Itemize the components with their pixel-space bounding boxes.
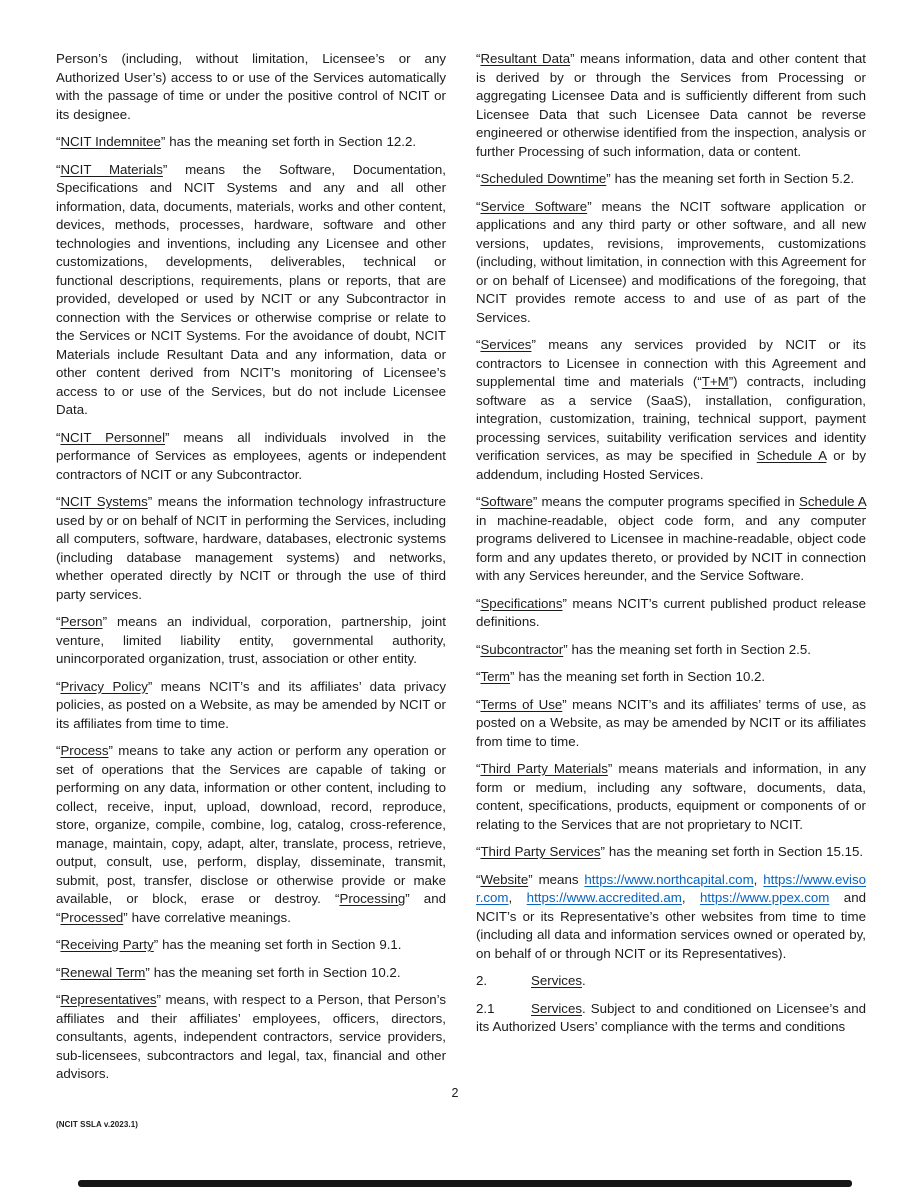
- text-run: ,: [681, 890, 701, 905]
- text-run: “: [476, 595, 481, 611]
- text-run: . Subject to and conditioned on Licensee’s and its Authorized Users’ compliance with the terms and conditions: [476, 1000, 866, 1034]
- def-third-party-materials: [476, 760, 866, 834]
- def-renewal-term: [56, 964, 446, 983]
- defined-term: Third Party Services: [480, 844, 601, 859]
- text-run: “: [476, 51, 481, 66]
- defined-term: NCIT Personnel: [60, 429, 166, 445]
- defined-term: Services: [531, 973, 582, 988]
- text-run: “: [56, 494, 61, 509]
- defined-term: Representatives: [60, 992, 157, 1007]
- text-run: “: [56, 743, 61, 758]
- text-run: ” has the meaning set forth in Section 9.1.: [153, 937, 402, 952]
- def-website: [476, 871, 866, 964]
- text-run: “: [56, 429, 61, 445]
- text-run: ” has the meaning set forth in Section 2.5.: [563, 641, 811, 657]
- text-run: ” means materials and information, in any form or medium, including any software, documents, data, content, specifications, products, equipment or components of or relating to the Services that are not proprietary to NCIT.: [476, 761, 867, 832]
- defined-term: Privacy Policy: [60, 678, 148, 694]
- section-number: 2.: [476, 973, 488, 988]
- hyperlink[interactable]: https://www.evisor.com: [476, 871, 866, 905]
- text-run: ” has the meaning set forth in Section 10.2.: [145, 964, 401, 980]
- text-run: ” has the meaning set forth in Section 5.2.: [606, 171, 855, 186]
- page-number: 2: [451, 1086, 459, 1100]
- text-run: ” means the computer programs specified in: [532, 494, 800, 509]
- text-run: “: [476, 337, 481, 352]
- defined-term: T+M: [701, 374, 729, 389]
- text-run: or by addendum, including Hosted Services.: [476, 448, 866, 482]
- text-run: “: [56, 992, 61, 1007]
- text-run: “: [56, 134, 61, 149]
- text-run: “: [476, 669, 481, 684]
- text-run: ” means the NCIT software application or applications and any third party or other software, and all new versions, updates, revisions, improvements, customizations (including, without limitation, in connection with this Agreement for or on behalf of Licensee) and modifications of the foregoing, that NCIT provides remote access to and use of as part of the Services.: [476, 198, 866, 325]
- left-column: [56, 50, 446, 1084]
- right-column: [476, 50, 866, 1084]
- text-run: ” means: [528, 871, 585, 887]
- text-run: ” has the meaning set forth in Section 15.15.: [600, 844, 864, 859]
- def-third-party-services: [476, 843, 866, 862]
- defined-term: Terms of Use: [480, 696, 563, 712]
- text-run: ” have correlative meanings.: [123, 909, 291, 925]
- text-run: “: [476, 871, 481, 887]
- text-run: ” means NCIT’s current published product release definitions.: [476, 595, 866, 629]
- defined-term: NCIT Indemnitee: [60, 134, 161, 149]
- defined-term: Schedule A: [799, 494, 866, 509]
- text-run: “: [476, 761, 481, 776]
- text-run: “: [476, 844, 481, 859]
- defined-term: Person: [60, 614, 103, 629]
- defined-term: Website: [480, 871, 529, 887]
- defined-term: Subcontractor: [480, 641, 564, 657]
- text-run: ” means, with respect to a Person, that Person’s affiliates and their affiliates’ employees, officers, directors, consultants, agents, independent contractors, service providers, sub-licensees, subcontractors and legal, tax, financial and other advisors.: [56, 992, 446, 1081]
- text-run: “: [56, 964, 61, 980]
- def-specifications: [476, 595, 866, 632]
- defined-term: Term: [480, 669, 510, 684]
- text-run: ,: [508, 890, 527, 905]
- def-service-software: [476, 198, 866, 328]
- def-terms-of-use: [476, 696, 866, 752]
- text-run: ” means an individual, corporation, partnership, joint venture, limited liability entity, governmental authority, unincorporated organization, trust, association or other entity.: [56, 614, 446, 666]
- section-number: 2.1: [476, 1000, 495, 1016]
- defined-term: Process: [60, 743, 109, 758]
- text-run: “: [476, 696, 481, 712]
- text-run: “: [476, 198, 481, 214]
- hyperlink[interactable]: https://www.ppex.com: [700, 890, 830, 905]
- text-run: “: [56, 678, 61, 694]
- text-run: ”) contracts, including software as a service (SaaS), installation, configuration, integration, customization, training, technical support, payment processing services, suitability verification services and identity verification services, as may be specified in: [476, 374, 866, 463]
- def-ncit-systems: [56, 493, 446, 604]
- text-run: ” means NCIT’s and its affiliates’ terms of use, as posted on a Website, as may be amended by NCIT or its affiliates from time to time.: [476, 696, 866, 749]
- text-run: “: [476, 171, 481, 186]
- defined-term: Third Party Materials: [480, 761, 608, 776]
- text-run: ” means to take any action or perform any operation or set of operations that the Services are capable of taking or performing on any data, information or other content, including to collect, receive, input, upload, download, record, reproduce, store, organize, compile, combine, log, catalog, cross-reference, manage, maintain, copy, adapt, alter, translate, process, retrieve, output, consult, use, perform, display, disseminate, transmit, submit, post, transfer, disclose or otherwise provide or make available, or block, erase or destroy. “: [56, 743, 446, 906]
- def-services: [476, 336, 866, 484]
- text-run: and NCIT’s or its Representative’s other websites from time to time (including all data and information services owned or operated by, on behalf of or through NCIT or its Representatives).: [476, 890, 866, 961]
- defined-term: Service Software: [480, 198, 588, 214]
- hyperlink[interactable]: https://www.northcapital.com: [584, 871, 754, 887]
- para-person-continuation: [56, 50, 446, 124]
- def-process: [56, 742, 446, 927]
- hyperlink[interactable]: https://www.accredited.am: [526, 890, 682, 905]
- defined-term: Services: [531, 1000, 582, 1016]
- para-section-2-1: [476, 1000, 866, 1037]
- two-column-text-area: [56, 50, 866, 1084]
- text-run: in machine-readable, object code form, and any computer programs delivered to Licensee in machine-readable, object code form and any updates thereto, or provided by NCIT in connection with any Services hereunder, and the Service Software.: [476, 512, 866, 583]
- text-run: ” has the meaning set forth in Section 12.2.: [160, 134, 417, 149]
- heading-section-2: [476, 972, 866, 991]
- def-scheduled-downtime: [476, 170, 866, 189]
- text-run: ” means the information technology infrastructure used by or on behalf of NCIT in performing the Services, including all computers, software, hardware, databases, electronic systems (including database management systems) and networks, whether operated directly by NCIT or through the use of third party services.: [56, 494, 446, 602]
- text-run: ” means the Software, Documentation, Specifications and NCIT Systems and any and all other information, data, documents, materials, works and other content, devices, methods, processes, hardware, software and other technologies and inventions, including any Licensee and other customizations, developments, deliverables, technical or functional descriptions, requirements, plans or reports, that are provided, developed or used by NCIT or any Subcontractor in connection with the Services or otherwise comprise or relate to the Services or NCIT Systems. For the avoidance of doubt, NCIT Materials include Resultant Data and any information, data or other content derived from NCIT’s monitoring of Licensee’s access to or use of the Services, but do not include Licensee Data.: [56, 161, 446, 417]
- def-representatives: [56, 991, 446, 1084]
- def-ncit-materials: [56, 161, 446, 420]
- defined-term: Software: [480, 494, 533, 509]
- def-resultant-data: [476, 50, 866, 161]
- text-run: ” and “: [56, 891, 446, 925]
- text-run: ” means any services provided by NCIT or its contractors to Licensee in connection with this Agreement and supplemental time and materials (“: [476, 337, 866, 389]
- def-ncit-personnel: [56, 429, 446, 485]
- defined-term: Scheduled Downtime: [480, 171, 607, 186]
- text-run: “: [56, 937, 61, 952]
- def-term: [476, 668, 866, 687]
- defined-term: Services: [480, 337, 532, 352]
- text-run: ” means NCIT’s and its affiliates’ data privacy policies, as posted on a Website, as may be amended by NCIT or its affiliates from time to time.: [56, 678, 446, 731]
- def-software: [476, 493, 866, 586]
- defined-term: Receiving Party: [60, 937, 154, 952]
- def-ncit-indemnitee: [56, 133, 446, 152]
- text-run: ” means all individuals involved in the performance of Services as employees, agents or independent contractors of NCIT or any Subcontractor.: [56, 429, 446, 482]
- text-run: “: [56, 161, 61, 177]
- page-bottom-edge: [78, 1180, 852, 1187]
- text-run: .: [582, 973, 586, 988]
- def-person: [56, 613, 446, 669]
- def-privacy-policy: [56, 678, 446, 734]
- text-run: ” has the meaning set forth in Section 10.2.: [510, 669, 766, 684]
- defined-term: NCIT Systems: [60, 494, 148, 509]
- defined-term: Renewal Term: [60, 964, 146, 980]
- text-run: ,: [753, 871, 764, 887]
- text-run: “: [476, 494, 481, 509]
- document-version-note: (NCIT SSLA v.2023.1): [56, 1120, 139, 1129]
- defined-term: NCIT Materials: [60, 161, 163, 177]
- def-subcontractor: [476, 641, 866, 660]
- text-run: ” means information, data and other content that is derived by or through the Services from Processing or aggregating Licensee Data and is sufficiently different from such Licensee Data that such Licensee Data cannot be reverse engineered or otherwise identified from the inspection, analysis or further Processing of such information, data or content.: [476, 51, 866, 159]
- text-run: “: [476, 641, 481, 657]
- text-run: Person’s (including, without limitation, Licensee’s or any Authorized User’s) access to or use of the Services automatically with the passage of time or under the positive control of NCIT or its designee.: [56, 51, 446, 122]
- defined-term: Resultant Data: [480, 51, 571, 66]
- defined-term: Processed: [60, 909, 124, 925]
- defined-term: Processing: [339, 891, 406, 906]
- defined-term: Schedule A: [756, 448, 827, 463]
- def-receiving-party: [56, 936, 446, 955]
- defined-term: Specifications: [480, 595, 563, 611]
- text-run: “: [56, 614, 61, 629]
